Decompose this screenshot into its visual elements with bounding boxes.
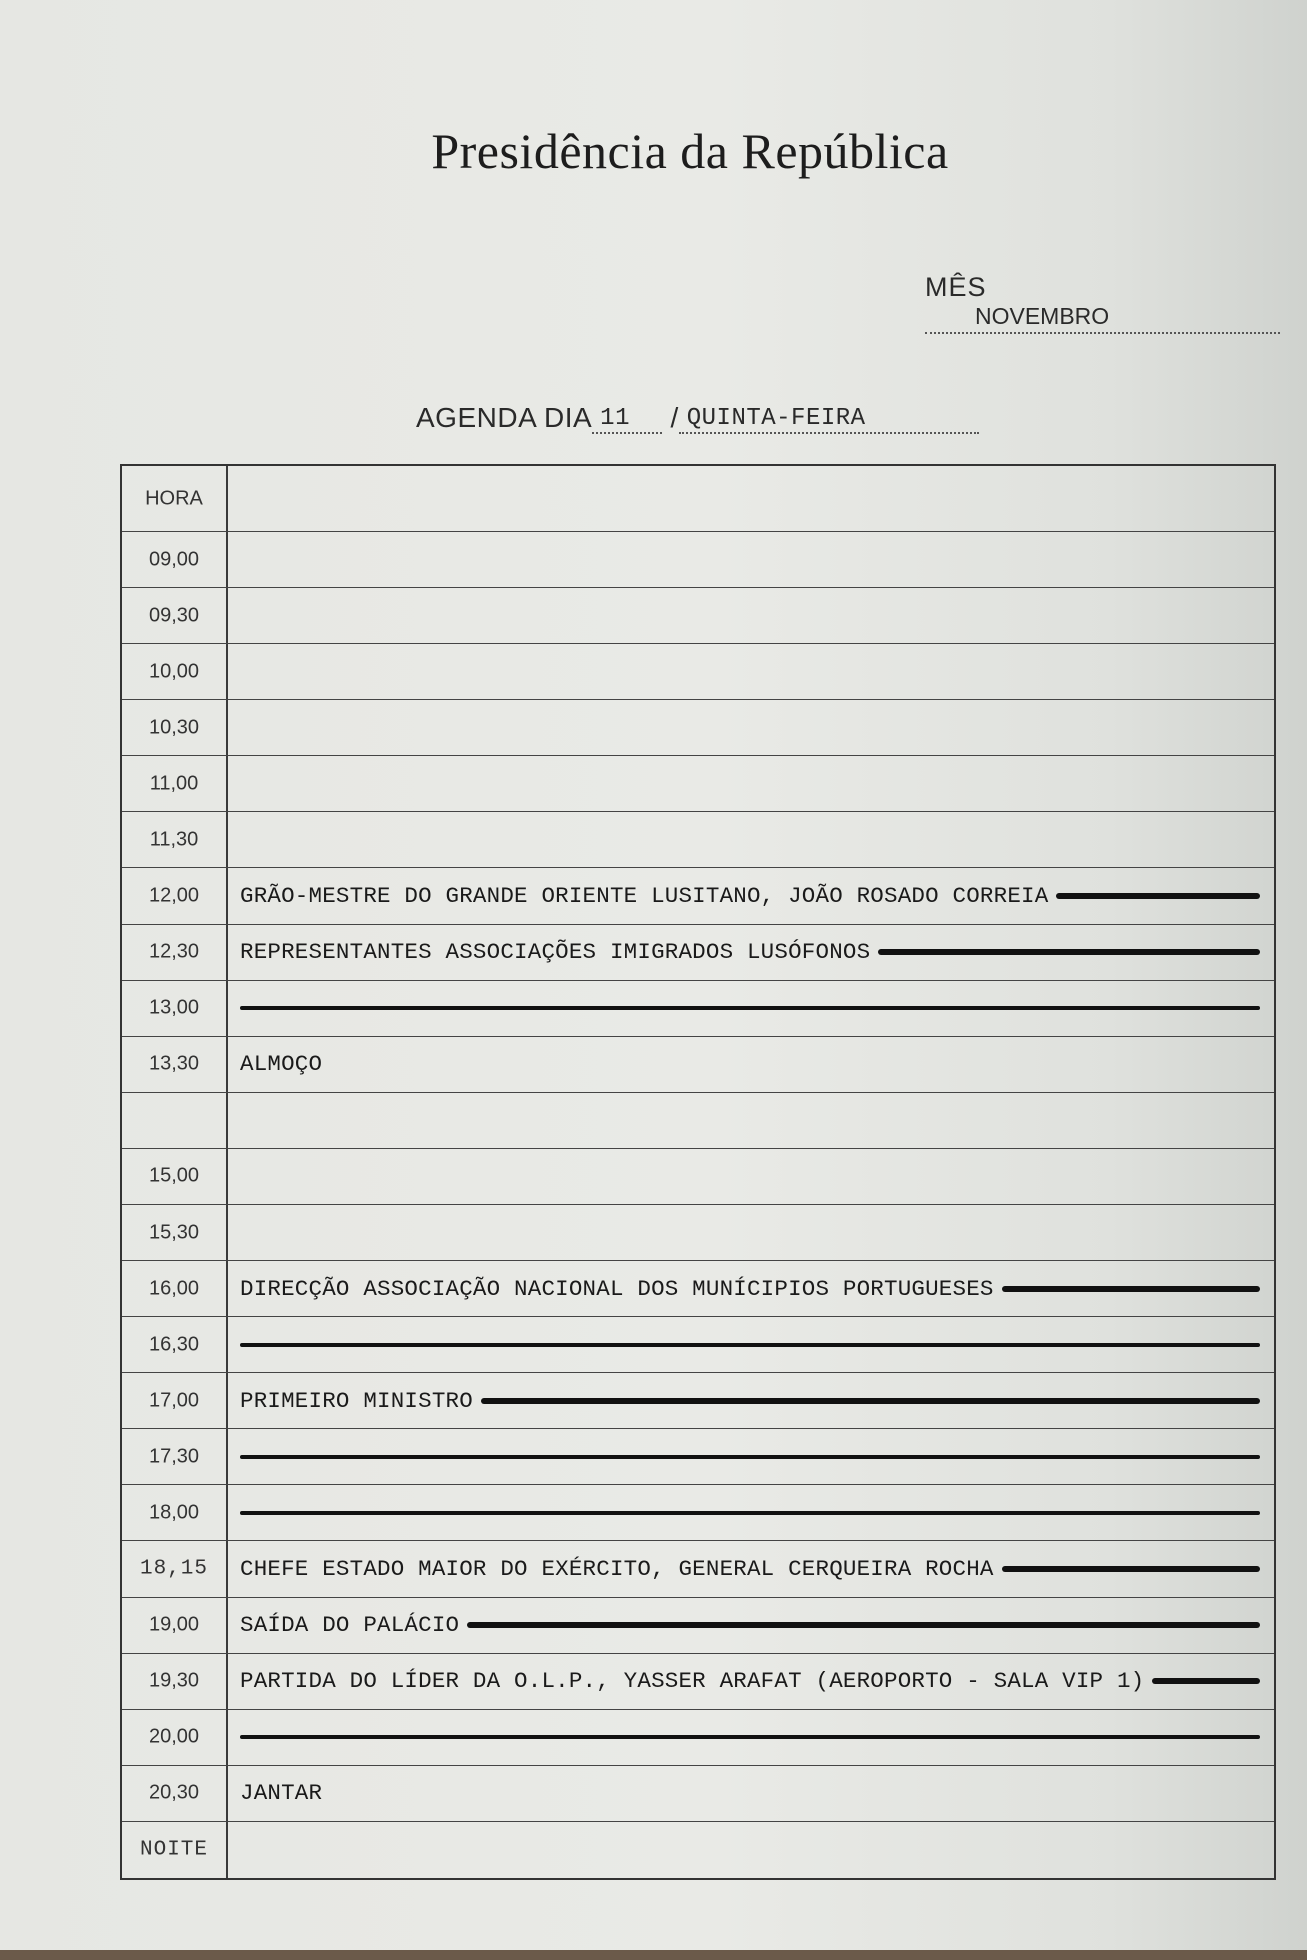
row-hour: 18,15 — [139, 1557, 208, 1581]
hour-column-header: HORA — [145, 487, 203, 509]
row-entry-text: GRÃO-MESTRE DO GRANDE ORIENTE LUSITANO, JOÃO ROSADO CORREIA — [240, 883, 1049, 910]
table-row — [122, 1766, 1274, 1822]
row-entry-text: DIRECÇÃO ASSOCIAÇÃO NACIONAL DOS MUNÍCIPIOS PORTUGUESES — [240, 1275, 994, 1302]
row-hour: 09,30 — [148, 604, 200, 627]
fill-line — [240, 1511, 1260, 1515]
table-row — [122, 1485, 1274, 1541]
row-entry-text: CHEFE ESTADO MAIOR DO EXÉRCITO, GENERAL CERQUEIRA ROCHA — [240, 1556, 994, 1583]
row-entry-text: PARTIDA DO LÍDER DA O.L.P., YASSER ARAFAT (AEROPORTO - SALA VIP 1) — [240, 1668, 1145, 1695]
table-row — [122, 981, 1274, 1037]
row-entry — [240, 1388, 1260, 1414]
fill-line — [1002, 1566, 1260, 1572]
table-row — [122, 1710, 1274, 1766]
table-row — [122, 925, 1274, 981]
fill-line — [240, 1343, 1260, 1347]
row-entry — [240, 1612, 1260, 1638]
row-hour: 19,00 — [148, 1613, 200, 1636]
row-entry — [240, 1735, 1260, 1739]
table-row — [122, 588, 1274, 644]
row-entry — [240, 1668, 1260, 1694]
month-field — [925, 272, 1307, 334]
table-row — [122, 1822, 1274, 1878]
row-hour: 17,30 — [148, 1445, 200, 1468]
table-row — [122, 1373, 1274, 1429]
table-row — [122, 1429, 1274, 1485]
table-row — [122, 1542, 1274, 1598]
row-entry — [240, 1556, 1260, 1582]
fill-line — [1056, 893, 1260, 899]
fill-line — [1152, 1678, 1260, 1684]
schedule-table — [120, 464, 1276, 1880]
weekday-value: QUINTA-FEIRA — [686, 405, 866, 432]
row-hour: 16,30 — [148, 1333, 200, 1356]
row-entry — [240, 1455, 1260, 1459]
table-row — [122, 1598, 1274, 1654]
row-entry — [240, 1276, 1260, 1302]
table-header-row — [122, 466, 1274, 532]
table-edge — [0, 1950, 1307, 1960]
table-row — [122, 1261, 1274, 1317]
table-row — [122, 1654, 1274, 1710]
table-row — [122, 812, 1274, 868]
row-hour: 11,00 — [149, 772, 199, 795]
row-hour: 12,00 — [148, 884, 200, 907]
row-hour: 09,00 — [148, 548, 200, 571]
row-hour: NOITE — [139, 1838, 208, 1862]
row-hour: 16,00 — [148, 1277, 200, 1300]
row-hour: 10,00 — [148, 660, 200, 683]
row-entry — [240, 1511, 1260, 1515]
row-hour: 20,30 — [148, 1781, 200, 1804]
row-hour: 20,00 — [148, 1725, 200, 1748]
row-hour: 13,30 — [148, 1052, 200, 1075]
row-entry-text: JANTAR — [240, 1780, 323, 1807]
agenda-day-field — [416, 402, 979, 434]
table-row — [122, 1149, 1274, 1205]
table-row — [122, 532, 1274, 588]
table-row — [122, 644, 1274, 700]
table-row — [122, 1317, 1274, 1373]
table-row — [122, 1093, 1274, 1149]
day-value: 11 — [600, 405, 630, 432]
row-hour: 11,30 — [149, 828, 199, 851]
fill-line — [878, 949, 1260, 955]
row-hour: 15,30 — [148, 1221, 200, 1244]
row-entry-text: ALMOÇO — [240, 1051, 323, 1078]
row-entry — [240, 1780, 1260, 1806]
row-entry-text: SAÍDA DO PALÁCIO — [240, 1612, 460, 1639]
row-entry — [240, 883, 1260, 909]
table-row — [122, 869, 1274, 925]
row-hour: 10,30 — [148, 716, 200, 739]
row-entry — [240, 1051, 1260, 1077]
row-hour: 12,30 — [148, 940, 200, 963]
row-entry — [240, 1343, 1260, 1347]
table-row — [122, 756, 1274, 812]
row-entry-text: REPRESENTANTES ASSOCIAÇÕES IMIGRADOS LUSÓFONOS — [240, 939, 871, 966]
row-hour: 19,30 — [148, 1669, 200, 1692]
agenda-label: AGENDA DIA — [416, 402, 593, 433]
fill-line — [240, 1455, 1260, 1459]
row-entry — [240, 1006, 1260, 1010]
fill-line — [240, 1006, 1260, 1010]
month-label: MÊS — [925, 272, 987, 302]
date-separator: / — [670, 402, 679, 433]
fill-line — [467, 1622, 1260, 1628]
row-hour: 18,00 — [148, 1501, 200, 1524]
month-value: NOVEMBRO — [975, 303, 1110, 329]
fill-line — [240, 1735, 1260, 1739]
table-row — [122, 1205, 1274, 1261]
row-hour: 17,00 — [148, 1389, 200, 1412]
row-hour: 13,00 — [148, 996, 200, 1019]
table-row — [122, 1037, 1274, 1093]
row-hour: 15,00 — [148, 1164, 200, 1187]
row-entry-text: PRIMEIRO MINISTRO — [240, 1387, 473, 1414]
fill-line — [1002, 1286, 1260, 1292]
fill-line — [481, 1398, 1260, 1404]
row-entry — [240, 939, 1260, 965]
table-row — [122, 700, 1274, 756]
page-title: Presidência da República — [431, 123, 949, 179]
